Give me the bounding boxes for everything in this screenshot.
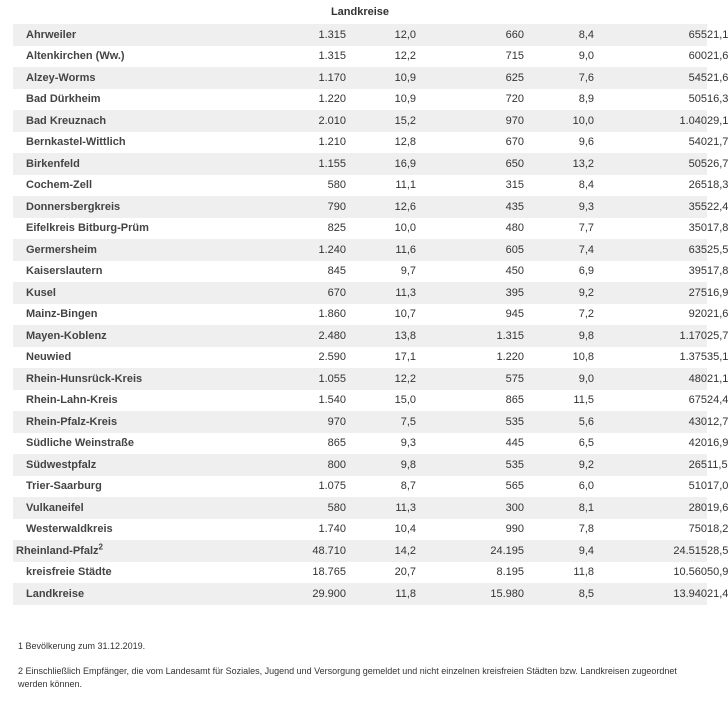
footnote-2: 2 Einschließlich Empfänger, die vom Landesamt für Soziales, Jugend und Versorgung gemeldet und nicht einzelnen kreisfreien Städten bzw. Landkreisen zugeordnet werden können.	[18, 666, 677, 689]
value-cell-3: 865	[416, 390, 524, 412]
table-row: Trier-Saarburg 1.075 8,7 565 6,0 510 17,0	[13, 476, 707, 498]
value-cell-1: 1.240	[246, 239, 346, 261]
spacer-cell	[183, 454, 246, 476]
table-row: Landkreise 29.900 11,8 15.980 8,5 13.940 21,4	[13, 583, 707, 605]
row-name	[13, 175, 183, 197]
value-cell-5: 355	[594, 196, 707, 218]
row-name	[13, 433, 183, 455]
value-cell-2: 10,7	[346, 304, 416, 326]
row-name-text: Bernkastel-Wittlich	[26, 136, 126, 149]
value-cell-1: 800	[246, 454, 346, 476]
value-cell-5: 275	[594, 282, 707, 304]
table-row: Rhein-Lahn-Kreis 1.540 15,0 865 11,5 675 24,4	[13, 390, 707, 412]
table-row: Bad Kreuznach 2.010 15,2 970 10,0 1.040 29,1	[13, 110, 707, 132]
value-cell-2: 9,3	[346, 433, 416, 455]
row-name-text: Rhein-Pfalz-Kreis	[26, 415, 118, 428]
value-cell-4: 8,5	[524, 583, 594, 605]
value-cell-2: 11,6	[346, 239, 416, 261]
spacer-cell	[183, 67, 246, 89]
row-name-text: Rheinland-Pfalz	[16, 544, 99, 557]
value-cell-4: 8,4	[524, 175, 594, 197]
value-cell-4: 7,7	[524, 218, 594, 240]
value-cell-4: 7,2	[524, 304, 594, 326]
spacer-cell	[183, 519, 246, 541]
table-row: Cochem-Zell 580 11,1 315 8,4 265 18,3	[13, 175, 707, 197]
value-cell-5: 350	[594, 218, 707, 240]
row-name	[13, 239, 183, 261]
value-cell-2: 17,1	[346, 347, 416, 369]
row-name	[13, 46, 183, 68]
value-cell-2: 12,2	[346, 46, 416, 68]
spacer-cell	[183, 261, 246, 283]
spacer-cell	[183, 110, 246, 132]
value-cell-1: 1.740	[246, 519, 346, 541]
value-cell-2: 11,8	[346, 583, 416, 605]
row-name-text: Mainz-Bingen	[26, 308, 98, 321]
row-name-text: Germersheim	[26, 243, 97, 256]
value-cell-5: 540	[594, 132, 707, 154]
value-cell-1: 2.010	[246, 110, 346, 132]
row-name-text: Ahrweiler	[26, 28, 77, 41]
row-name-text: Landkreise	[26, 587, 85, 600]
row-name-text: Bad Dürkheim	[26, 93, 101, 106]
spacer-cell	[183, 218, 246, 240]
row-name	[13, 67, 183, 89]
row-name-text: Mayen-Koblenz	[26, 329, 107, 342]
value-cell-3: 625	[416, 67, 524, 89]
table-row: Vulkaneifel 580 11,3 300 8,1 280 19,6	[13, 497, 707, 519]
row-name	[13, 132, 183, 154]
value-cell-4: 5,6	[524, 411, 594, 433]
row-name	[13, 218, 183, 240]
value-cell-4: 8,1	[524, 497, 594, 519]
spacer-cell	[183, 347, 246, 369]
value-cell-5: 1.375	[594, 347, 707, 369]
table-row: Bernkastel-Wittlich 1.210 12,8 670 9,6 540 21,7	[13, 132, 707, 154]
value-cell-2: 15,0	[346, 390, 416, 412]
row-name	[13, 347, 183, 369]
value-cell-2: 10,0	[346, 218, 416, 240]
row-name	[13, 411, 183, 433]
table-row: Rhein-Pfalz-Kreis 970 7,5 535 5,6 430 12,7	[13, 411, 707, 433]
value-cell-4: 8,4	[524, 24, 594, 46]
value-cell-5: 13.940	[594, 583, 707, 605]
table-row: Eifelkreis Bitburg-Prüm 825 10,0 480 7,7 350 17,8	[13, 218, 707, 240]
table-row: Altenkirchen (Ww.) 1.315 12,2 715 9,0 600 21,6	[13, 46, 707, 68]
value-cell-3: 535	[416, 411, 524, 433]
row-name-text: Bad Kreuznach	[26, 114, 107, 127]
footnotes	[18, 640, 698, 691]
table-row: Birkenfeld 1.155 16,9 650 13,2 505 26,7	[13, 153, 707, 175]
value-cell-5: 545	[594, 67, 707, 89]
row-name	[13, 368, 183, 390]
table-row: Rhein-Hunsrück-Kreis 1.055 12,2 575 9,0 480 21,1	[13, 368, 707, 390]
value-cell-3: 300	[416, 497, 524, 519]
value-cell-5: 505	[594, 89, 707, 111]
value-cell-1: 2.590	[246, 347, 346, 369]
value-cell-1: 825	[246, 218, 346, 240]
value-cell-2: 11,3	[346, 282, 416, 304]
value-cell-1: 48.710	[246, 540, 346, 562]
value-cell-2: 16,9	[346, 153, 416, 175]
spacer-cell	[183, 132, 246, 154]
value-cell-1: 580	[246, 497, 346, 519]
value-cell-1: 1.860	[246, 304, 346, 326]
spacer-cell	[183, 304, 246, 326]
value-cell-4: 6,0	[524, 476, 594, 498]
value-cell-4: 9,0	[524, 46, 594, 68]
row-name	[13, 89, 183, 111]
value-cell-1: 580	[246, 175, 346, 197]
value-cell-2: 10,4	[346, 519, 416, 541]
row-name-text: Eifelkreis Bitburg-Prüm	[26, 222, 149, 235]
value-cell-5: 600	[594, 46, 707, 68]
section-title: Landkreise	[330, 6, 390, 18]
value-cell-3: 670	[416, 132, 524, 154]
value-cell-2: 12,2	[346, 368, 416, 390]
row-name	[13, 583, 183, 605]
table-row: Westerwaldkreis 1.740 10,4 990 7,8 750 18,2	[13, 519, 707, 541]
value-cell-3: 15.980	[416, 583, 524, 605]
value-cell-4: 6,9	[524, 261, 594, 283]
value-cell-4: 10,8	[524, 347, 594, 369]
spacer-cell	[183, 411, 246, 433]
table-row: Alzey-Worms 1.170 10,9 625 7,6 545 21,6	[13, 67, 707, 89]
value-cell-3: 315	[416, 175, 524, 197]
row-name	[13, 325, 183, 347]
value-cell-2: 8,7	[346, 476, 416, 498]
value-cell-4: 9,4	[524, 540, 594, 562]
row-name	[13, 196, 183, 218]
value-cell-3: 720	[416, 89, 524, 111]
spacer-cell	[183, 196, 246, 218]
row-name	[13, 390, 183, 412]
row-name	[13, 476, 183, 498]
value-cell-5: 505	[594, 153, 707, 175]
value-cell-2: 10,9	[346, 67, 416, 89]
row-name	[13, 540, 183, 562]
value-cell-5: 1.170	[594, 325, 707, 347]
spacer-cell	[183, 562, 246, 584]
spacer-cell	[183, 583, 246, 605]
value-cell-5: 420	[594, 433, 707, 455]
value-cell-4: 10,0	[524, 110, 594, 132]
value-cell-3: 650	[416, 153, 524, 175]
spacer-cell	[183, 368, 246, 390]
value-cell-1: 865	[246, 433, 346, 455]
row-name	[13, 562, 183, 584]
spacer-cell	[183, 89, 246, 111]
value-cell-2: 7,5	[346, 411, 416, 433]
value-cell-5: 510	[594, 476, 707, 498]
spacer-cell	[183, 433, 246, 455]
value-cell-2: 9,7	[346, 261, 416, 283]
value-cell-4: 7,6	[524, 67, 594, 89]
value-cell-5: 280	[594, 497, 707, 519]
table-row: Germersheim 1.240 11,6 605 7,4 635 25,5	[13, 239, 707, 261]
value-cell-4: 9,8	[524, 325, 594, 347]
value-cell-4: 7,4	[524, 239, 594, 261]
row-name	[13, 153, 183, 175]
row-name-text: Trier-Saarburg	[26, 480, 102, 493]
value-cell-3: 450	[416, 261, 524, 283]
row-name-text: Rhein-Hunsrück-Kreis	[26, 372, 143, 385]
value-cell-2: 20,7	[346, 562, 416, 584]
value-cell-2: 13,8	[346, 325, 416, 347]
value-cell-3: 435	[416, 196, 524, 218]
value-cell-5: 10.560	[594, 562, 707, 584]
value-cell-5: 750	[594, 519, 707, 541]
value-cell-3: 1.315	[416, 325, 524, 347]
value-cell-1: 2.480	[246, 325, 346, 347]
data-table	[13, 24, 728, 605]
value-cell-3: 565	[416, 476, 524, 498]
value-cell-4: 13,2	[524, 153, 594, 175]
value-cell-4: 9,6	[524, 132, 594, 154]
value-cell-5: 265	[594, 454, 707, 476]
value-cell-1: 1.170	[246, 67, 346, 89]
spacer-cell	[183, 153, 246, 175]
value-cell-4: 9,2	[524, 282, 594, 304]
table-body	[13, 24, 728, 605]
row-name-text: kreisfreie Städte	[26, 566, 112, 579]
value-cell-5: 480	[594, 368, 707, 390]
value-cell-5: 635	[594, 239, 707, 261]
value-cell-3: 575	[416, 368, 524, 390]
value-cell-5: 430	[594, 411, 707, 433]
row-name-text: Altenkirchen (Ww.)	[26, 50, 125, 63]
table-row: Ahrweiler 1.315 12,0 660 8,4 655 21,1	[13, 24, 707, 46]
value-cell-4: 9,3	[524, 196, 594, 218]
value-cell-2: 14,2	[346, 540, 416, 562]
value-cell-5: 1.040	[594, 110, 707, 132]
value-cell-1: 1.075	[246, 476, 346, 498]
row-name-text: Südliche Weinstraße	[26, 437, 134, 450]
value-cell-1: 1.155	[246, 153, 346, 175]
table-row: Neuwied 2.590 17,1 1.220 10,8 1.375 35,1	[13, 347, 707, 369]
value-cell-3: 480	[416, 218, 524, 240]
value-cell-2: 9,8	[346, 454, 416, 476]
spacer-cell	[183, 24, 246, 46]
value-cell-1: 790	[246, 196, 346, 218]
table-row: Rheinland-Pfalz$^2$ 48.710 14,2 24.195 9,4 24.515 28,5	[13, 540, 707, 562]
row-name-text: Birkenfeld	[26, 157, 80, 170]
table-row: Kaiserslautern 845 9,7 450 6,9 395 17,8	[13, 261, 707, 283]
row-name-text: Rhein-Lahn-Kreis	[26, 394, 118, 407]
spacer-cell	[183, 540, 246, 562]
value-cell-1: 1.055	[246, 368, 346, 390]
value-cell-3: 605	[416, 239, 524, 261]
value-cell-5: 675	[594, 390, 707, 412]
value-cell-5: 265	[594, 175, 707, 197]
row-name	[13, 282, 183, 304]
value-cell-1: 1.210	[246, 132, 346, 154]
value-cell-5: 395	[594, 261, 707, 283]
spacer-cell	[183, 175, 246, 197]
row-name-text: Südwestpfalz	[26, 458, 97, 471]
value-cell-2: 11,3	[346, 497, 416, 519]
value-cell-5: 24.515	[594, 540, 707, 562]
value-cell-4: 9,2	[524, 454, 594, 476]
value-cell-4: 7,8	[524, 519, 594, 541]
row-name	[13, 519, 183, 541]
row-name-text: Westerwaldkreis	[26, 523, 113, 536]
value-cell-5: 920	[594, 304, 707, 326]
value-cell-4: 11,8	[524, 562, 594, 584]
row-name	[13, 261, 183, 283]
value-cell-1: 1.540	[246, 390, 346, 412]
spacer-cell	[183, 46, 246, 68]
spacer-cell	[183, 390, 246, 412]
table-row: Mayen-Koblenz 2.480 13,8 1.315 9,8 1.170 25,7	[13, 325, 707, 347]
value-cell-3: 24.195	[416, 540, 524, 562]
value-cell-1: 670	[246, 282, 346, 304]
row-name	[13, 454, 183, 476]
value-cell-3: 1.220	[416, 347, 524, 369]
footnote-1: 1 Bevölkerung zum 31.12.2019.	[18, 641, 146, 651]
row-name-text: Kaiserslautern	[26, 265, 103, 278]
value-cell-1: 18.765	[246, 562, 346, 584]
row-name	[13, 497, 183, 519]
value-cell-2: 12,6	[346, 196, 416, 218]
value-cell-3: 660	[416, 24, 524, 46]
row-name	[13, 24, 183, 46]
value-cell-2: 10,9	[346, 89, 416, 111]
row-name-text: Vulkaneifel	[26, 501, 84, 514]
spacer-cell	[183, 497, 246, 519]
value-cell-2: 15,2	[346, 110, 416, 132]
table-row: Kusel 670 11,3 395 9,2 275 16,9	[13, 282, 707, 304]
table-row: Bad Dürkheim 1.220 10,9 720 8,9 505 16,3	[13, 89, 707, 111]
value-cell-3: 445	[416, 433, 524, 455]
value-cell-1: 29.900	[246, 583, 346, 605]
table-row: kreisfreie Städte 18.765 20,7 8.195 11,8 10.560 50,9	[13, 562, 707, 584]
table-row: Donnersbergkreis 790 12,6 435 9,3 355 22,4	[13, 196, 707, 218]
row-name-text: Alzey-Worms	[26, 71, 96, 84]
value-cell-3: 970	[416, 110, 524, 132]
row-name-text: Neuwied	[26, 351, 72, 364]
value-cell-3: 395	[416, 282, 524, 304]
table-row: Mainz-Bingen 1.860 10,7 945 7,2 920 21,6	[13, 304, 707, 326]
value-cell-1: 1.220	[246, 89, 346, 111]
value-cell-4: 6,5	[524, 433, 594, 455]
spacer-cell	[183, 325, 246, 347]
table-row: Südliche Weinstraße 865 9,3 445 6,5 420 16,9	[13, 433, 707, 455]
footnote-marker: 2	[98, 542, 103, 552]
row-name-text: Kusel	[26, 286, 56, 299]
spacer-cell	[183, 282, 246, 304]
row-name-text: Cochem-Zell	[26, 179, 93, 192]
value-cell-1: 845	[246, 261, 346, 283]
value-cell-3: 715	[416, 46, 524, 68]
value-cell-4: 9,0	[524, 368, 594, 390]
value-cell-3: 8.195	[416, 562, 524, 584]
value-cell-4: 8,9	[524, 89, 594, 111]
table-row: Südwestpfalz 800 9,8 535 9,2 265 11,5	[13, 454, 707, 476]
value-cell-1: 1.315	[246, 24, 346, 46]
value-cell-1: 970	[246, 411, 346, 433]
row-name	[13, 304, 183, 326]
value-cell-3: 990	[416, 519, 524, 541]
value-cell-1: 1.315	[246, 46, 346, 68]
spacer-cell	[183, 239, 246, 261]
row-name-text: Donnersbergkreis	[26, 200, 121, 213]
spacer-cell	[183, 476, 246, 498]
value-cell-4: 11,5	[524, 390, 594, 412]
row-name	[13, 110, 183, 132]
value-cell-2: 12,0	[346, 24, 416, 46]
value-cell-2: 11,1	[346, 175, 416, 197]
value-cell-5: 655	[594, 24, 707, 46]
value-cell-3: 945	[416, 304, 524, 326]
value-cell-2: 12,8	[346, 132, 416, 154]
value-cell-3: 535	[416, 454, 524, 476]
